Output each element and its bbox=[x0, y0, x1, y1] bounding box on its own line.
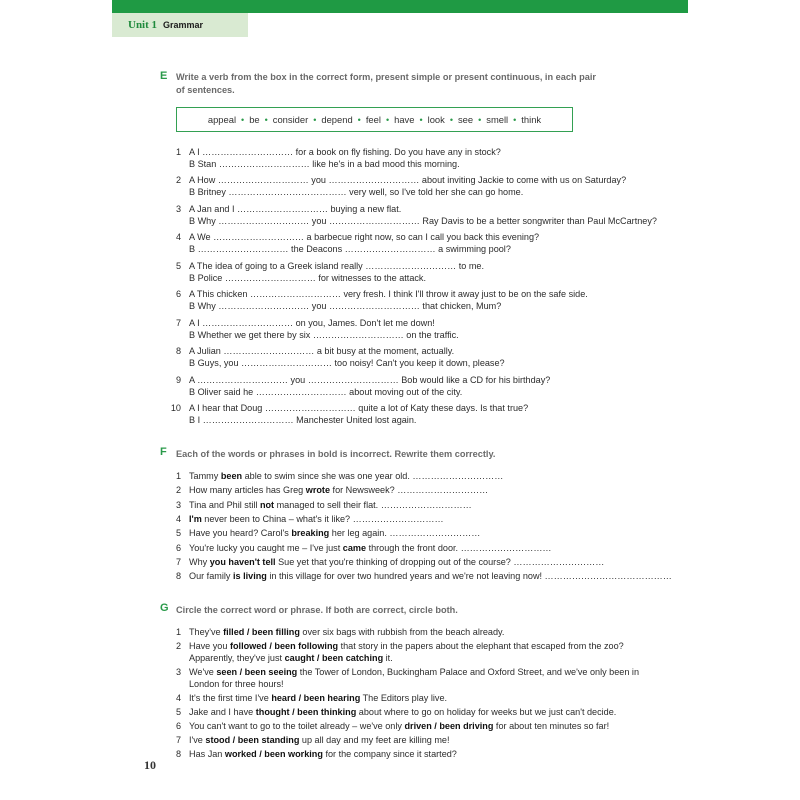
exercise-item bbox=[160, 721, 660, 733]
item-text: Tina and Phil still bbox=[189, 499, 260, 510]
item-number: 4 bbox=[175, 513, 181, 524]
item-line: B Britney ………………………………… very well, so I've told her she can go home. bbox=[189, 186, 524, 197]
item-text: You can't want to go to the toilet already – we've only bbox=[189, 721, 405, 731]
item-line: A I hear that Doug ………………………… quite a lot of Katy these days. Is that true? bbox=[189, 403, 529, 413]
exercise-item bbox=[160, 289, 660, 312]
exercise-item bbox=[160, 471, 660, 483]
bold-phrase: been bbox=[220, 471, 243, 481]
bold-phrase: not bbox=[259, 499, 275, 510]
word-box-item: see bbox=[457, 114, 474, 125]
item-line: A Jan and I ………………………… buying a new flat. bbox=[189, 204, 402, 214]
item-line: A I ………………………… on you, James. Don't let me down! bbox=[189, 318, 435, 328]
item-number: 6 bbox=[175, 542, 181, 553]
bold-phrase: wrote bbox=[305, 485, 331, 496]
item-line bbox=[189, 528, 660, 540]
item-text: Sue yet that you're thinking of dropping out of the course? ………………………… bbox=[275, 556, 605, 567]
exercise-item bbox=[160, 232, 660, 255]
bold-phrase: stood / been standing bbox=[205, 735, 300, 745]
item-number: 8 bbox=[175, 749, 181, 759]
exercise-item bbox=[160, 667, 660, 690]
item-text: Apparently, they've just bbox=[189, 652, 285, 663]
bold-phrase: you haven't tell bbox=[209, 556, 276, 567]
item-text: her leg again. ………………………… bbox=[329, 528, 481, 539]
item-number: 6 bbox=[175, 289, 181, 299]
exercise-item bbox=[160, 693, 660, 705]
item-number: 1 bbox=[175, 147, 181, 157]
item-number: 7 bbox=[175, 556, 181, 567]
item-line: A We ………………………… a barbecue right now, so can I call you back this evening? bbox=[189, 232, 540, 242]
item-number: 3 bbox=[175, 667, 181, 677]
word-box-item: look bbox=[427, 114, 445, 125]
word-box-item: depend bbox=[321, 114, 353, 125]
item-number: 2 bbox=[175, 485, 181, 496]
exercise-item bbox=[160, 261, 660, 284]
exercise-item bbox=[160, 500, 660, 512]
item-number: 8 bbox=[175, 346, 181, 356]
exercise-item bbox=[160, 403, 660, 426]
item-line: B Police ………………………… for witnesses to the attack. bbox=[189, 272, 427, 283]
bold-phrase: came bbox=[342, 542, 367, 553]
item-text: never been to China – what's it like? ………………………… bbox=[201, 513, 444, 524]
item-text: through the front door. ………………………… bbox=[366, 542, 552, 553]
item-number: 4 bbox=[175, 232, 181, 242]
item-line bbox=[189, 485, 660, 497]
item-text: for Newsweek? ………………………… bbox=[330, 485, 489, 496]
exercise-item bbox=[160, 485, 660, 497]
word-box-item: appeal bbox=[207, 114, 237, 125]
item-number: 10 bbox=[170, 403, 181, 413]
item-line: A The idea of going to a Greek island really ………………………… to me. bbox=[189, 261, 484, 271]
item-line bbox=[189, 557, 660, 569]
item-line bbox=[189, 543, 660, 555]
item-text: Our family bbox=[189, 571, 233, 582]
bullet-separator: • bbox=[313, 114, 317, 125]
item-text: It's the first time I've bbox=[189, 693, 272, 703]
item-line: B Stan ………………………… like he's in a bad mood this morning. bbox=[189, 158, 460, 169]
bold-phrase: heard / been hearing bbox=[271, 693, 361, 703]
bullet-separator: • bbox=[419, 114, 423, 125]
page-number: 10 bbox=[144, 758, 156, 772]
item-text: over six bags with rubbish from the beach already. bbox=[299, 627, 505, 637]
item-number: 1 bbox=[175, 471, 181, 481]
item-text: up all day and my feet are killing me! bbox=[299, 735, 450, 745]
word-box-item: consider bbox=[272, 114, 309, 125]
item-text: for the company since it started? bbox=[322, 749, 457, 759]
item-line bbox=[189, 721, 660, 733]
bold-phrase: followed / been following bbox=[229, 641, 339, 651]
bold-phrase: filled / been filling bbox=[223, 627, 300, 637]
item-line: A ………………………… you ………………………… Bob would like a CD for his birthday? bbox=[189, 375, 551, 385]
item-line: B Guys, you ………………………… too noisy! Can't you keep it down, please? bbox=[189, 357, 505, 368]
item-text: for about ten minutes so far! bbox=[493, 721, 610, 731]
exercise-item bbox=[160, 147, 660, 170]
exercise-item bbox=[160, 735, 660, 747]
section-label: Grammar bbox=[163, 20, 204, 30]
bullet-separator: • bbox=[478, 114, 482, 125]
item-number: 6 bbox=[175, 721, 181, 731]
bold-phrase: I'm bbox=[189, 513, 202, 524]
bullet-separator: • bbox=[241, 114, 245, 125]
exercise-e-letter: E bbox=[160, 70, 168, 82]
item-line: B ………………………… the Deacons ………………………… a swimming pool? bbox=[189, 243, 511, 254]
item-text: Have you heard? Carol's bbox=[189, 528, 292, 539]
exercise-item bbox=[160, 707, 660, 719]
bullet-separator: • bbox=[357, 114, 361, 125]
exercise-f-letter: F bbox=[160, 446, 167, 458]
item-line: B Why ………………………… you ………………………… that chicken, Mum? bbox=[189, 300, 502, 311]
item-text: Jake and I have bbox=[189, 707, 256, 717]
item-text: London for three hours! bbox=[189, 678, 284, 689]
item-line bbox=[189, 735, 660, 747]
item-line: A I ………………………… for a book on fly fishing. Do you have any in stock? bbox=[189, 147, 501, 157]
item-line: B I ………………………… Manchester United lost again. bbox=[189, 414, 417, 425]
bold-phrase: caught / been catching bbox=[284, 652, 384, 663]
item-text: Tammy bbox=[189, 471, 221, 481]
item-line bbox=[189, 500, 660, 512]
item-number: 5 bbox=[175, 528, 181, 539]
item-text: How many articles has Greg bbox=[189, 485, 306, 496]
item-line bbox=[189, 693, 660, 705]
item-text: about where to go on holiday for weeks but we just can't decide. bbox=[356, 707, 617, 717]
exercise-item bbox=[160, 641, 660, 664]
exercise-item bbox=[160, 557, 660, 569]
exercise-item bbox=[160, 318, 660, 341]
exercise-g-letter: G bbox=[160, 602, 169, 614]
exercise-item bbox=[160, 514, 660, 526]
item-text: the Tower of London, Buckingham Palace and Oxford Street, and we've only been in bbox=[297, 667, 640, 677]
item-line bbox=[189, 667, 660, 679]
exercise-item bbox=[160, 175, 660, 198]
item-text: Why bbox=[189, 556, 210, 567]
bullet-separator: • bbox=[513, 114, 517, 125]
item-line: B Whether we get there by six ………………………… on the traffic. bbox=[189, 329, 459, 340]
bold-phrase: seen / been seeing bbox=[216, 667, 298, 677]
item-line: B Why ………………………… you ………………………… Ray Davis to be a better songwriter than Paul McCartney? bbox=[189, 215, 657, 226]
bold-phrase: driven / been driving bbox=[404, 721, 494, 731]
item-number: 5 bbox=[175, 261, 181, 271]
bullet-separator: • bbox=[449, 114, 453, 125]
item-number: 4 bbox=[175, 693, 181, 703]
item-line bbox=[189, 571, 672, 583]
item-number: 9 bbox=[175, 375, 181, 385]
bold-phrase: breaking bbox=[291, 528, 330, 539]
instruction-line: of sentences. bbox=[176, 84, 235, 95]
item-text: I've bbox=[189, 735, 206, 745]
item-text: in this village for over two hundred years and we're not leaving now! …………………………………… bbox=[266, 571, 672, 582]
exercise-item bbox=[160, 543, 660, 555]
item-text: They've bbox=[189, 627, 224, 637]
word-box-item: have bbox=[394, 114, 415, 125]
bold-phrase: is living bbox=[232, 571, 267, 582]
item-line: A How ………………………… you ………………………… about inviting Jackie to come with us on Saturday? bbox=[189, 175, 627, 185]
exercise-e-instruction bbox=[176, 71, 596, 96]
item-line bbox=[189, 627, 660, 639]
item-line bbox=[189, 749, 660, 761]
bullet-separator: • bbox=[385, 114, 390, 125]
item-number: 3 bbox=[175, 499, 181, 510]
exercise-item bbox=[160, 627, 660, 639]
exercise-f-instruction: Each of the words or phrases in bold is incorrect. Rewrite them correctly. bbox=[176, 449, 496, 459]
item-text: Has Jan bbox=[189, 749, 225, 759]
bullet-separator: • bbox=[264, 114, 268, 125]
item-text: it. bbox=[383, 652, 393, 663]
bold-phrase: worked / been working bbox=[224, 749, 323, 759]
item-number: 7 bbox=[175, 735, 181, 745]
header-bar bbox=[112, 0, 688, 13]
word-box-item: be bbox=[249, 114, 260, 125]
item-text: Have you bbox=[189, 641, 230, 651]
instruction-line: Write a verb from the box in the correct form, present simple or present continuous, in each pair bbox=[176, 72, 596, 82]
word-box-item: smell bbox=[486, 114, 509, 125]
exercise-item bbox=[160, 375, 660, 398]
item-text: The Editors play live. bbox=[360, 693, 448, 703]
exercise-item bbox=[160, 749, 660, 761]
exercise-item bbox=[160, 346, 660, 369]
item-number: 3 bbox=[175, 204, 181, 214]
item-text: able to swim since she was one year old. ………………………… bbox=[242, 471, 504, 481]
item-number: 2 bbox=[175, 175, 181, 185]
item-line bbox=[189, 641, 660, 653]
word-box bbox=[176, 107, 573, 132]
item-number: 5 bbox=[175, 707, 181, 717]
bold-phrase: thought / been thinking bbox=[255, 707, 357, 717]
item-line bbox=[189, 653, 660, 665]
exercise-item bbox=[160, 204, 660, 227]
unit-label: Unit 1 bbox=[128, 19, 158, 31]
unit-tab bbox=[112, 13, 248, 37]
item-line bbox=[189, 514, 660, 526]
item-line: A This chicken ………………………… very fresh. I think I'll throw it away just to be on the safe side. bbox=[189, 289, 588, 299]
item-line: A Julian ………………………… a bit busy at the moment, actually. bbox=[189, 346, 455, 356]
item-text: We've bbox=[189, 667, 217, 677]
item-line bbox=[189, 707, 660, 719]
item-line bbox=[189, 471, 660, 483]
item-line bbox=[189, 679, 660, 691]
exercise-g-instruction: Circle the correct word or phrase. If both are correct, circle both. bbox=[176, 605, 458, 615]
item-number: 7 bbox=[175, 318, 181, 328]
exercise-item bbox=[160, 571, 672, 583]
exercise-item bbox=[160, 528, 660, 540]
item-number: 1 bbox=[175, 627, 181, 637]
item-text: managed to sell their flat. ………………………… bbox=[274, 499, 472, 510]
item-text: You're lucky you caught me – I've just bbox=[189, 542, 343, 553]
word-box-item: feel bbox=[365, 114, 381, 125]
word-box-item: think bbox=[521, 114, 542, 125]
item-number: 2 bbox=[175, 641, 181, 651]
item-number: 8 bbox=[175, 571, 181, 582]
item-line: B Oliver said he ………………………… about moving out of the city. bbox=[189, 386, 463, 397]
item-text: that story in the papers about the elephant that escaped from the zoo? bbox=[338, 641, 624, 651]
